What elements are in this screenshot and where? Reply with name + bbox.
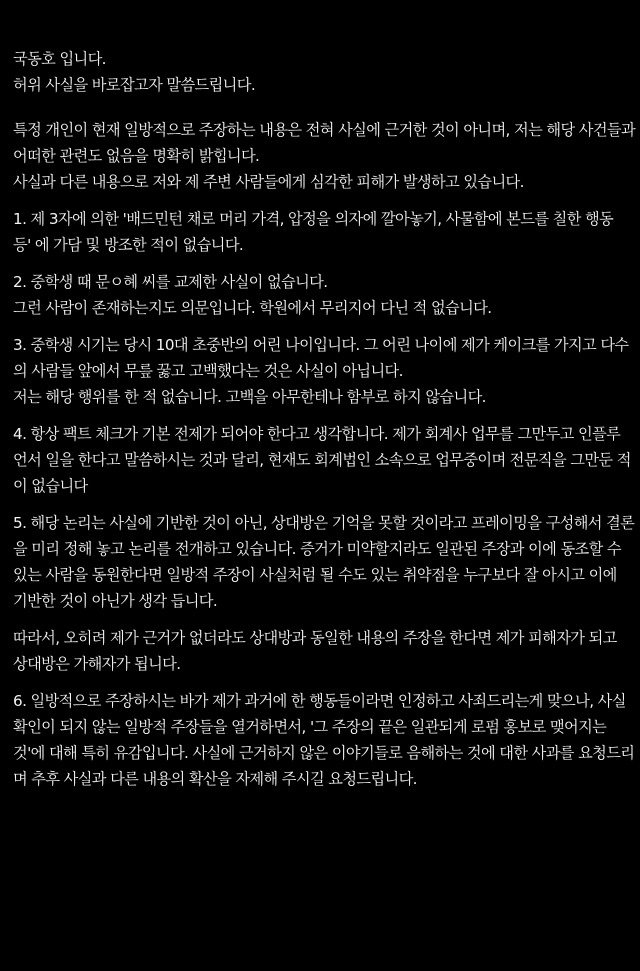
- text-line: 이 없습니다: [13, 477, 88, 495]
- text-line: 6. 일방적으로 주장하시는 바가 제가 과거에 한 행동들이라면 인정하고 사죄드리는게 맞으나, 사실: [13, 692, 626, 710]
- text-line: 어떠한 관련도 없음을 명확히 밝힙니다.: [13, 147, 260, 165]
- text-line: 며 추후 사실과 다른 내용의 확산을 자제해 주시길 요청드립니다.: [13, 770, 417, 788]
- author-line: 국동호 입니다.: [13, 50, 106, 68]
- point-6-paragraph: [13, 688, 635, 792]
- preface-paragraph: [13, 117, 635, 195]
- text-line: 따라서, 오히려 제가 근거가 없더라도 상대방과 동일한 내용의 주장을 한다면 제가 피해자가 되고: [13, 629, 617, 647]
- text-line: 3. 중학생 시기는 당시 10대 초중반의 어린 나이입니다. 그 어린 나이에 제가 케이크를 가지고 다수: [13, 336, 629, 354]
- text-line: 것'에 대해 특히 유감입니다. 사실에 근거하지 않은 이야기들로 음해하는 것에 대한 사과를 요청드리: [13, 744, 635, 762]
- text-line: 기반한 것이 아닌가 생각 듭니다.: [13, 592, 218, 610]
- purpose-line: 허위 사실을 바로잡고자 말씀드립니다.: [13, 76, 256, 94]
- text-line: 있는 사람을 동원한다면 일방적 주장이 사실처럼 될 수도 있는 취약점을 누구보다 잘 아시고 이에: [13, 566, 617, 584]
- text-line: 의 사람들 앞에서 무릎 꿇고 고백했다는 것은 사실이 아닙니다.: [13, 362, 403, 380]
- text-line: 사실과 다른 내용으로 저와 제 주변 사람들에게 심각한 피해가 발생하고 있습니다.: [13, 173, 524, 191]
- point-3-paragraph: [13, 332, 635, 410]
- text-line: 등' 에 가담 및 방조한 적이 없습니다.: [13, 236, 244, 254]
- text-line: 상대방은 가해자가 됩니다.: [13, 655, 181, 673]
- text-line: 확인이 되지 않는 일방적 주장들을 열거하면서, '그 주장의 끝은 일관되게 로펌 홍보로 맺어지는: [13, 718, 607, 736]
- text-line: 특정 개인이 현재 일방적으로 주장하는 내용은 전혀 사실에 근거한 것이 아니며, 저는 해당 사건들과: [13, 121, 636, 139]
- therefore-paragraph: [13, 625, 635, 677]
- text-line: 을 미리 정해 놓고 논리를 전개하고 있습니다. 증거가 미약할지라도 일관된 주장과 이에 동조할 수: [13, 540, 621, 558]
- text-line: 1. 제 3자에 의한 '배드민턴 채로 머리 가격, 압정을 의자에 깔아놓기, 사물함에 본드를 칠한 행동: [13, 210, 614, 228]
- text-line: 언서 일을 한다고 말씀하시는 것과 달리, 현재도 회계법인 소속으로 업무중이며 전문직을 그만둔 적: [13, 451, 631, 469]
- point-5-paragraph: [13, 510, 635, 614]
- text-line: 4. 항상 팩트 체크가 기본 전제가 되어야 한다고 생각합니다. 제가 회계사 업무를 그만두고 인플루: [13, 425, 621, 443]
- point-1-paragraph: [13, 206, 635, 258]
- text-line: 저는 해당 행위를 한 적 없습니다. 고백을 아무한테나 함부로 하지 않습니다.: [13, 388, 486, 406]
- text-line: 5. 해당 논리는 사실에 기반한 것이 아닌, 상대방은 기억을 못할 것이라고 프레이밍을 구성해서 결론: [13, 514, 635, 532]
- statement-document: [13, 46, 635, 792]
- text-line: 그런 사람이 존재하는지도 의문입니다. 학원에서 무리지어 다닌 적 없습니다.: [13, 299, 492, 317]
- point-2-paragraph: [13, 269, 635, 321]
- intro-paragraph: [13, 46, 635, 98]
- text-line: 2. 중학생 때 문ㅇ혜 씨를 교제한 사실이 없습니다.: [13, 273, 328, 291]
- point-4-paragraph: [13, 421, 635, 499]
